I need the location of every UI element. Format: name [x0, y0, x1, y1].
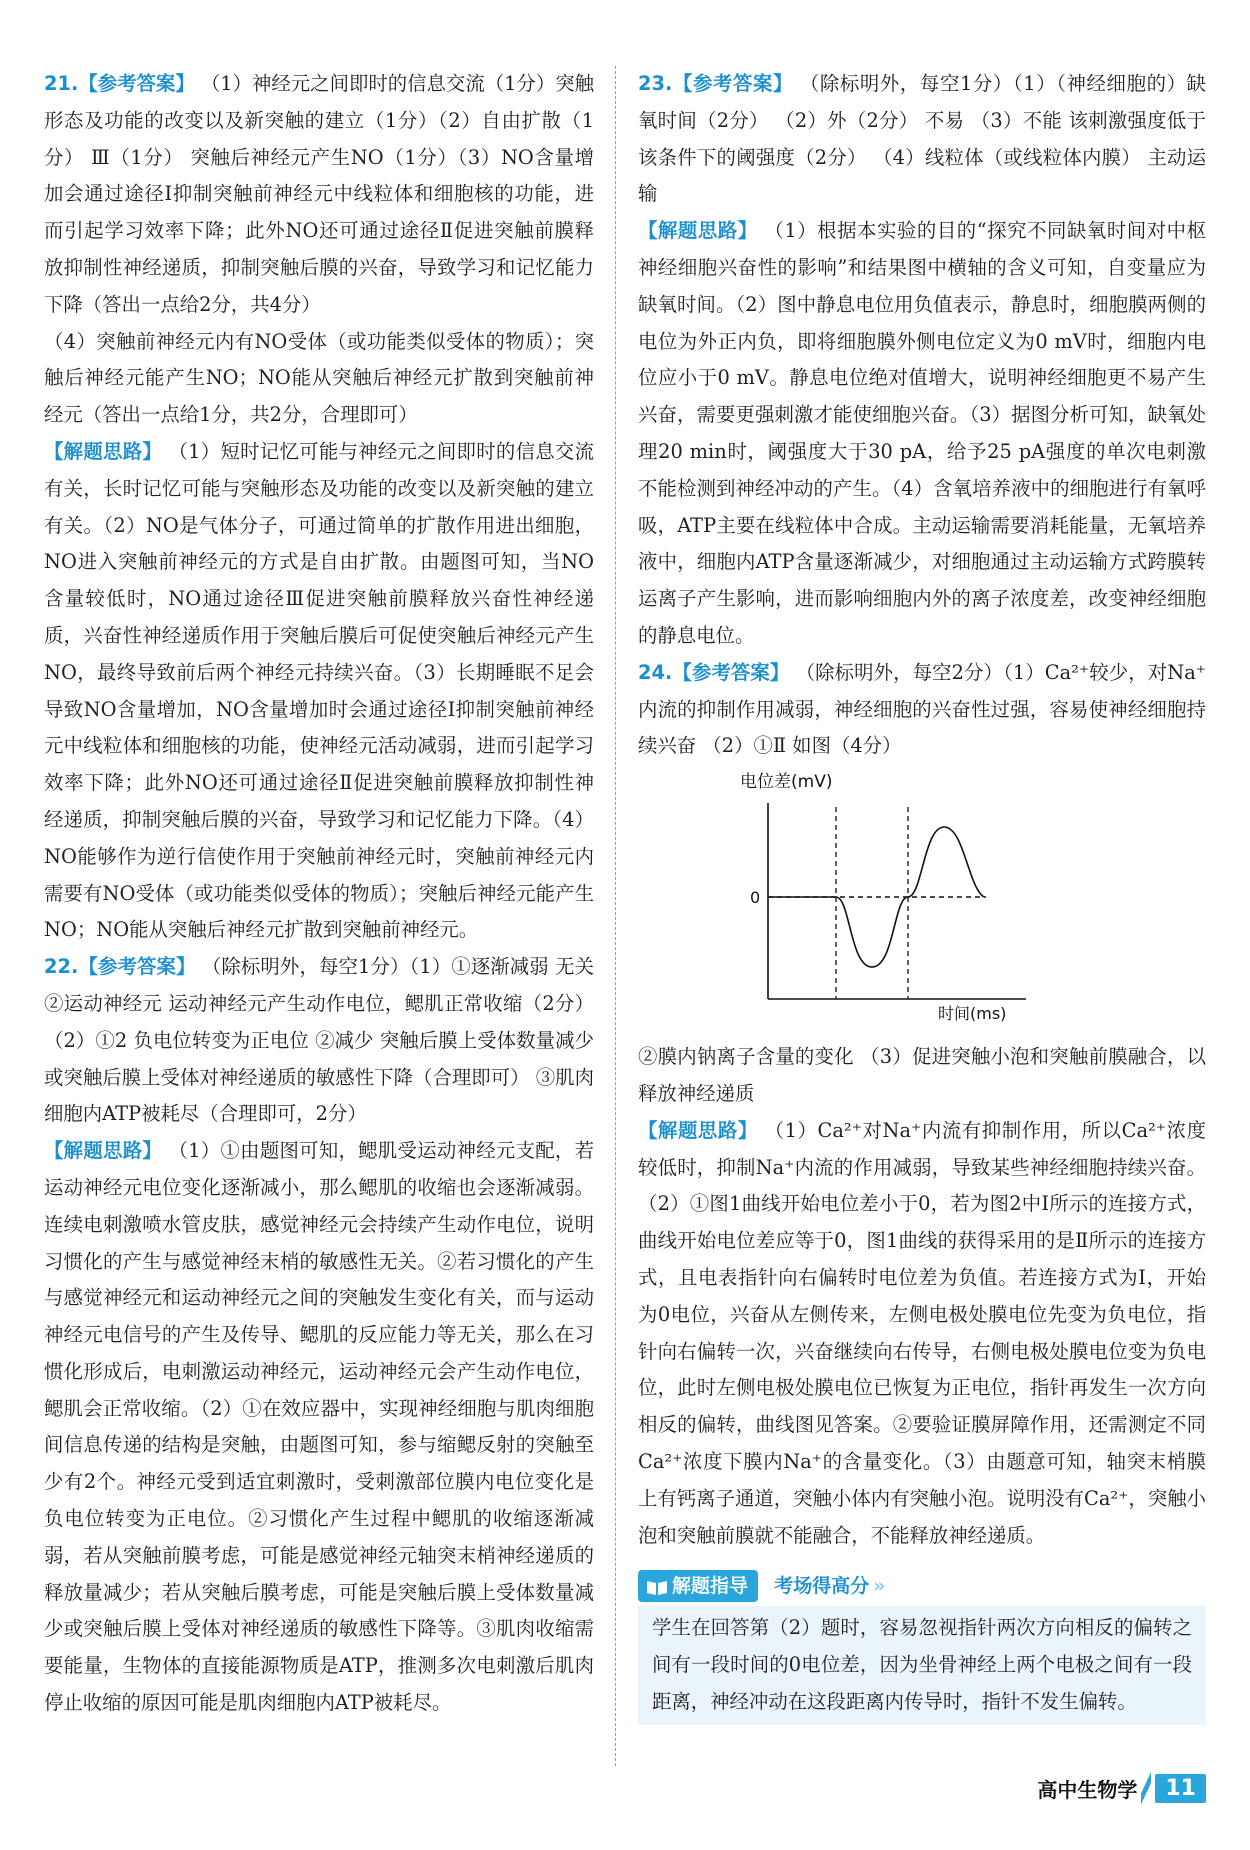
- q23-number: 23.: [638, 72, 673, 95]
- potential-graph-svg: [738, 767, 1038, 1035]
- q22-answer: [44, 949, 594, 1133]
- q21-analysis-text: （1）短时记忆可能与神经元之间即时的信息交流有关，长时记忆可能与突触形态及功能的改变以及新突触的建立有关。（2）NO是气体分子，可通过简单的扩散作用进出细胞，NO进入突触前神经元的方式是自由扩散。由题图可知，当NO含量较低时，NO通过途径Ⅲ促进突触前膜释放兴奋性神经递质，兴奋性神经递质作用于突触后膜后可促使突触后神经元产生NO，最终导致前后两个神经元持续兴奋。（3）长期睡眠不足会导致NO含量增加，NO含量增加时会通过途径Ⅰ抑制突触前神经元中线粒体和细胞核的功能，使神经元活动减弱，进而引起学习效率下降；此外NO还可通过途径Ⅱ促进突触前膜释放抑制性神经递质，抑制突触后膜的兴奋，导致学习和记忆能力下降。（4）NO能够作为逆行信使作用于突触前神经元时，突触前神经元内需要有NO受体（或功能类似受体的物质）；突触后神经元能产生NO；NO能从突触后神经元扩散到突触前神经元。: [44, 439, 594, 942]
- q24-analysis-text: （1）Ca²⁺对Na⁺内流有抑制作用，所以Ca²⁺浓度较低时，抑制Na⁺内流的作用减弱，导致某些神经细胞持续兴奋。（2）①图1曲线开始电位差小于0，若为图2中Ⅰ所示的连接方式，曲线开始电位差应等于0，图1曲线的获得采用的是Ⅱ所示的连接方式，且电表指针向右偏转时电位差为负值。若连接方式为Ⅰ，开始为0电位，兴奋从左侧传来，左侧电极处膜电位先变为负电位，指针向右偏转一次，兴奋继续向右传导，右侧电极处膜电位变为负电位，此时左侧电极处膜电位已恢复为正电位，指针再发生一次方向相反的偏转，曲线图见答案。②要验证膜屏障作用，还需测定不同Ca²⁺浓度下膜内Na⁺的含量变化。（3）由题意可知，轴突末梢膜上有钙离子通道，突触小体内有突触小泡。说明没有Ca²⁺，突触小泡和突触前膜就不能融合，不能释放神经递质。: [638, 1118, 1206, 1547]
- q24-analysis-tag: 【解题思路】: [638, 1118, 758, 1142]
- book-icon: [646, 1578, 668, 1596]
- q21-answer-tag: 【参考答案】: [78, 72, 195, 95]
- q23-analysis-tag: 【解题思路】: [638, 219, 758, 243]
- graph-zero-label: 0: [750, 888, 761, 908]
- right-column: [638, 66, 1206, 1725]
- q24-answer-part2: [638, 1039, 1206, 1113]
- q24-answer: [638, 655, 1206, 765]
- q21-analysis: [44, 434, 594, 949]
- page-number: 11: [1155, 1774, 1206, 1803]
- q21-answer: [44, 66, 594, 324]
- q23-analysis: [638, 213, 1206, 655]
- tip-body: 学生在回答第（2）题时，容易忽视指针两次方向相反的偏转之间有一段时间的0电位差，因为坐骨神经上两个电极之间有一段距离，神经冲动在这段距离内传导时，指针不发生偏转。: [638, 1606, 1206, 1724]
- q22-number: 22.: [44, 955, 79, 979]
- q23-answer-tag: 【参考答案】: [672, 72, 794, 95]
- q24-analysis: [638, 1113, 1206, 1555]
- q22-analysis: [44, 1133, 594, 1722]
- q24-number: 24.: [638, 660, 673, 684]
- q24-answer-tag: 【参考答案】: [672, 660, 790, 684]
- q23-analysis-text: （1）根据本实验的目的“探究不同缺氧时间对中枢神经细胞兴奋性的影响”和结果图中横轴的含义可知，自变量应为缺氧时间。（2）图中静息电位用负值表示，静息时，细胞膜两侧的电位为外正内负，即将细胞膜外侧电位定义为0 mV时，细胞内电位应小于0 mV。静息电位绝对值增大，说明神经细胞更不易产生兴奋，需要更强刺激才能使细胞兴奋。（3）据图分析可知，缺氧处理20 min时，阈强度大于30 pA，给予25 pA强度的单次电刺激不能检测到神经冲动的产生。（4）含氧培养液中的细胞进行有氧呼吸，ATP主要在线粒体中合成。主动运输需要消耗能量，无氧培养液中，细胞内ATP含量逐渐减少，对细胞通过主动运输方式跨膜转运离子产生影响，进而影响细胞内外的离子浓度差，改变神经细胞的静息电位。: [638, 219, 1207, 647]
- q24-answer-text: （除标明外，每空2分）（1）Ca²⁺较少，对Na⁺内流的抑制作用减弱，神经细胞的兴奋性过强，容易使神经细胞持续兴奋 （2）①Ⅱ 如图（4分）: [638, 660, 1206, 758]
- graph-y-label: 电位差(mV): [740, 772, 833, 793]
- column-divider: [615, 66, 616, 1766]
- q21-number: 21.: [44, 72, 79, 95]
- left-column: [44, 66, 594, 1722]
- tip-badge-label: 解题指导: [672, 1575, 749, 1598]
- page-footer: [1037, 1768, 1206, 1808]
- q22-answer-tag: 【参考答案】: [78, 955, 196, 979]
- q24-answer-text-2: ②膜内钠离子含量的变化 （3）促进突触小泡和突触前膜融合，以释放神经递质: [638, 1045, 1206, 1105]
- q21-answer-text: （1）神经元之间即时的信息交流（1分）突触形态及功能的改变以及新突触的建立（1分）（2）自由扩散（1分） Ⅲ（1分） 突触后神经元产生NO（1分）（3）NO含量增加会通过途径Ⅰ抑制突触前神经元中线粒体和细胞核的功能，进而引起学习效率下降；此外NO还可通过途径Ⅱ促进突触前膜释放抑制性神经递质，抑制突触后膜的兴奋，导致学习和记忆能力下降（答出一点给2分，共4分）: [44, 72, 594, 316]
- q21-analysis-tag: 【解题思路】: [44, 439, 163, 463]
- q23-answer-text: （除标明外，每空1分）（1）（神经细胞的）缺氧时间（2分） （2）外（2分） 不易 （3）不能 该刺激强度低于该条件下的阈强度（2分） （4）线粒体（或线粒体内膜） 主动运输: [638, 72, 1207, 206]
- q22-analysis-text: （1）①由题图可知，鳃肌受运动神经元支配，若运动神经元电位变化逐渐减小，那么鳃肌的收缩也会逐渐减弱。连续电刺激喷水管皮肤，感觉神经元会持续产生动作电位，说明习惯化的产生与感觉神经末梢的敏感性无关。②若习惯化的产生与感觉神经元和运动神经元之间的突触发生变化有关，而与运动神经元电信号的产生及传导、鳃肌的反应能力等无关，那么在习惯化形成后，电刺激运动神经元，运动神经元会产生动作电位，鳃肌会正常收缩。（2）①在效应器中，实现神经细胞与肌肉细胞间信息传递的结构是突触，由题图可知，参与缩鳃反射的突触至少有2个。神经元受到适宜刺激时，受刺激部位膜内电位变化是负电位转变为正电位。②习惯化产生过程中鳃肌的收缩逐渐减弱，若从突触前膜考虑，可能是感觉神经元轴突末梢神经递质的释放量减少；若从突触后膜考虑，可能是突触后膜上受体数量减少或突触后膜上受体对神经递质的敏感性下降等。③肌肉收缩需要能量，生物体的直接能源物质是ATP，推测多次电刺激后肌肉停止收缩的原因可能是肌肉细胞内ATP被耗尽。: [44, 1139, 594, 1715]
- graph-x-label: 时间(ms): [938, 1004, 1007, 1024]
- tip-subtitle: [774, 1568, 885, 1605]
- q23-answer: [638, 66, 1206, 213]
- chevron-right-icon: »: [873, 1575, 886, 1598]
- tip-header: [638, 1568, 1206, 1606]
- q21-answer-text-2: （4）突触前神经元内有NO受体（或功能类似受体的物质）；突触后神经元能产生NO；NO能从突触后神经元扩散到突触前神经元（答出一点给1分，共2分，合理即可）: [44, 329, 594, 427]
- q22-answer-text: （除标明外，每空1分）（1）①逐渐减弱 无关 ②运动神经元 运动神经元产生动作电位，鳃肌正常收缩（2分） （2）①2 负电位转变为正电位 ②减少 突触后膜上受体数量减少或突触后膜上受体对神经递质的敏感性下降（合理即可） ③肌肉细胞内ATP被耗尽（合理即可，2分）: [44, 955, 595, 1126]
- potential-graph: [638, 767, 1206, 1035]
- q21-answer-part4: [44, 324, 594, 434]
- tip-badge: [638, 1570, 758, 1602]
- q22-analysis-tag: 【解题思路】: [44, 1139, 163, 1163]
- footer-subject: 高中生物学: [1037, 1777, 1138, 1802]
- footer-slash-decoration: [1141, 1771, 1151, 1805]
- tip-subtitle-text: 考场得高分: [774, 1575, 870, 1598]
